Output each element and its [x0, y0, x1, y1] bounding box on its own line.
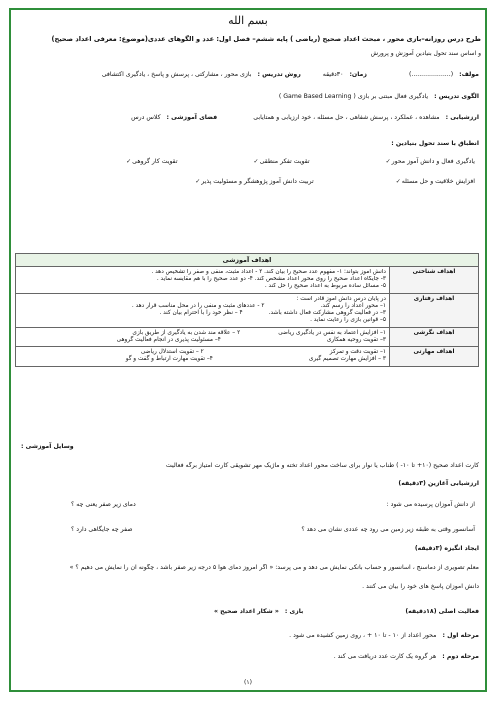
bismillah-heading: بسم الله [228, 14, 268, 27]
alignment-item: تقویت کار گروهی ✓ [126, 158, 177, 166]
attitude-row [19, 330, 386, 337]
alignment-title: انطباق با سند تحول بنیادین : [391, 140, 479, 147]
attitude-cell [16, 327, 390, 346]
pretest-question: دمای زیر صفر یعنی چه ؟ [71, 501, 136, 508]
pattern-label: الگوی تدریس : [434, 93, 479, 100]
skill-item: ۲ – تقویت استدلال ریاضی [140, 349, 204, 356]
page-number: (۱) [244, 678, 252, 686]
cognitive-label: اهداف شناختی [390, 267, 479, 294]
time-value: ۳۰دقیقه [322, 71, 344, 78]
pretest-question: صفر چه جایگاهی دارد ؟ [71, 526, 133, 533]
alignment-row-1 [116, 158, 475, 166]
alignment-item: تقویت تفکر منطقی ✓ [254, 158, 310, 166]
pretest-title: ارزشیابی آغازین (۳دقیقه) [398, 480, 479, 487]
alignment-item: افزایش خلاقیت و حل مسئله ✓ [396, 178, 475, 186]
lesson-plan-page [9, 8, 487, 692]
table-row [16, 347, 479, 366]
behavioral-row [19, 310, 386, 317]
main-activity-title: فعالیت اصلی (۱۸دقیقه) [405, 608, 479, 615]
step-2-text: هر گروه یک کارت عدد دریافت می کند . [333, 653, 437, 660]
table-row [16, 267, 479, 294]
eval-value: مشاهده ، عملکرد ، پرسش شفاهی ، حل مسئله ، خود ارزیابی و همتایابی [253, 114, 440, 121]
skill-item: ۳ – افزایش مهارت تصمیم گیری [308, 356, 386, 363]
table-row [16, 293, 479, 327]
skill-label: اهداف مهارتی [390, 347, 479, 366]
cognitive-line: دانش آموز بتواند: ۱- مفهوم عدد صحیح را بیان کند. ۲ - اعداد مثبت، منفی و صفر را تشخیص دهد . [151, 269, 386, 275]
alignment-item: تربیت دانش آموز پژوهشگر و مسئولیت پذیر ✓ [195, 178, 314, 186]
objectives-table [15, 253, 479, 367]
pretest-question: از دانش آموزان پرسیده می شود : [386, 501, 475, 508]
skill-item: ۴– تقویت مهارت ارتباط و گفت و گو [125, 356, 213, 363]
method-label: روش تدریس : [257, 71, 301, 78]
attitude-item: ۱– افزایش اعتماد به نفس در یادگیری ریاضی [278, 329, 386, 336]
objectives-header-row [16, 254, 479, 267]
info-row-2 [279, 93, 479, 101]
step-1-text: محور اعداد از ۱۰ - تا ۱۰ + ، روی زمین کشیده می شود . [289, 632, 437, 639]
based-on-note: و اساس سند تحول بنیادین آموزش و پرورش [370, 50, 481, 57]
attitude-label: اهداف نگرشی [390, 327, 479, 346]
motivation-title: ایجاد انگیزه (۳دقیقه) [414, 545, 479, 552]
space-value: کلاس درس [131, 114, 161, 121]
step-1-row [289, 632, 479, 640]
tools-title: وسایل آموزشی : [21, 443, 74, 450]
info-row-1 [102, 71, 479, 79]
cognitive-cell [16, 267, 390, 294]
behavioral-label: اهداف رفتاری [390, 293, 479, 327]
info-row-3 [131, 114, 479, 122]
objectives-header: اهداف آموزشی [16, 254, 479, 267]
time-label: زمان: [349, 71, 367, 78]
game-label: بازی : [284, 608, 304, 615]
lesson-title: طرح درس روزانه–بازی محور ، مبحث اعداد صحیح (ریاضی ) پایه ششم– فصل اول: عدد و الگوهای عددی(موضوع: معرفی اعداد صحیح) [51, 35, 481, 43]
pretest-question: آسانسور وقتی به طبقه زیر زمین می رود چه عددی نشان می دهد ؟ [301, 526, 475, 533]
attitude-item: ۴– مسئولیت پذیری در انجام فعالیت گروهی [116, 336, 221, 343]
author-label: مولف: [459, 71, 479, 78]
space-label: فضای آموزشی : [166, 114, 218, 121]
game-name: « شکار اعداد صحیح » [214, 608, 279, 615]
skill-row [19, 356, 386, 363]
step-2-label: مرحله دوم : [442, 653, 479, 660]
behavioral-intro: در پایان درس دانش آموز قادر است : [296, 295, 386, 302]
pattern-value: یادگیری فعال مبتنی بر بازی ( Game Based Learning ) [278, 93, 429, 100]
skill-cell [16, 347, 390, 366]
step-2-row [334, 653, 479, 661]
alignment-row-2 [185, 178, 475, 186]
attitude-item: ۲ – علاقه مند شدن به یادگیری از طریق بازی [132, 329, 241, 336]
motivation-text: دانش آموزان پاسخ های خود را بیان می کنند . [362, 583, 479, 590]
behavioral-item: ۴ – نظر خود را با احترام بیان کند . [159, 310, 243, 317]
step-1-label: مرحله اول : [442, 632, 479, 639]
table-row [16, 327, 479, 346]
behavioral-item: ۲ - عددهای مثبت و منفی را در محل مناسب قرار دهد . [131, 302, 265, 309]
tools-line: کارت اعداد صحیح (۱۰+ تا ۱۰- ) طناب یا نوار برای ساخت محور اعداد تخته و ماژیک مهر تشویقی کارت امتیاز برگه فعالیت [165, 462, 479, 469]
motivation-text: معلم تصویری از دماسنج ، آسانسور و حساب بانکی نمایش می دهد و می پرسد: « اگر امروز دمای هوا ۵ درجه زیر صفر باشد ، چگونه آن را نمایش می دهیم ؟ » [69, 564, 479, 571]
behavioral-item: ۱– محور اعداد را رسم کند. [320, 302, 386, 309]
pretest-row-1 [71, 501, 475, 509]
behavioral-cell [16, 293, 390, 327]
eval-label: ارزشیابی : [445, 114, 479, 121]
pretest-row-2 [71, 526, 475, 534]
author-value: (....................) [408, 71, 454, 78]
cognitive-line: ۵- مسائل ساده مربوط به اعداد صحیح را حل کند . [264, 283, 386, 290]
method-value: بازی محور ، مشارکتی ، پرسش و پاسخ ، یادگیری اکتشافی [101, 71, 252, 78]
cognitive-line: ۳- جایگاه اعداد صحیح را روی محور اعداد مشخص کند. ۴- دو عدد صحیح را با هم مقایسه نماید . [156, 276, 386, 283]
skill-item: ۱– تقویت دقت و تمرکز [329, 349, 386, 356]
behavioral-item: ۳– در فعالیت گروهی مشارکت فعال داشته باشد. [268, 310, 386, 317]
alignment-item: یادگیری فعال و دانش آموز محور ✓ [386, 158, 475, 166]
main-activity-title-row [214, 608, 479, 616]
attitude-row [19, 337, 386, 344]
attitude-item: ۳– تقویت روحیه همکاری [326, 336, 386, 343]
behavioral-item: ۵– قوانین بازی را رعایت نماید . [310, 317, 386, 324]
